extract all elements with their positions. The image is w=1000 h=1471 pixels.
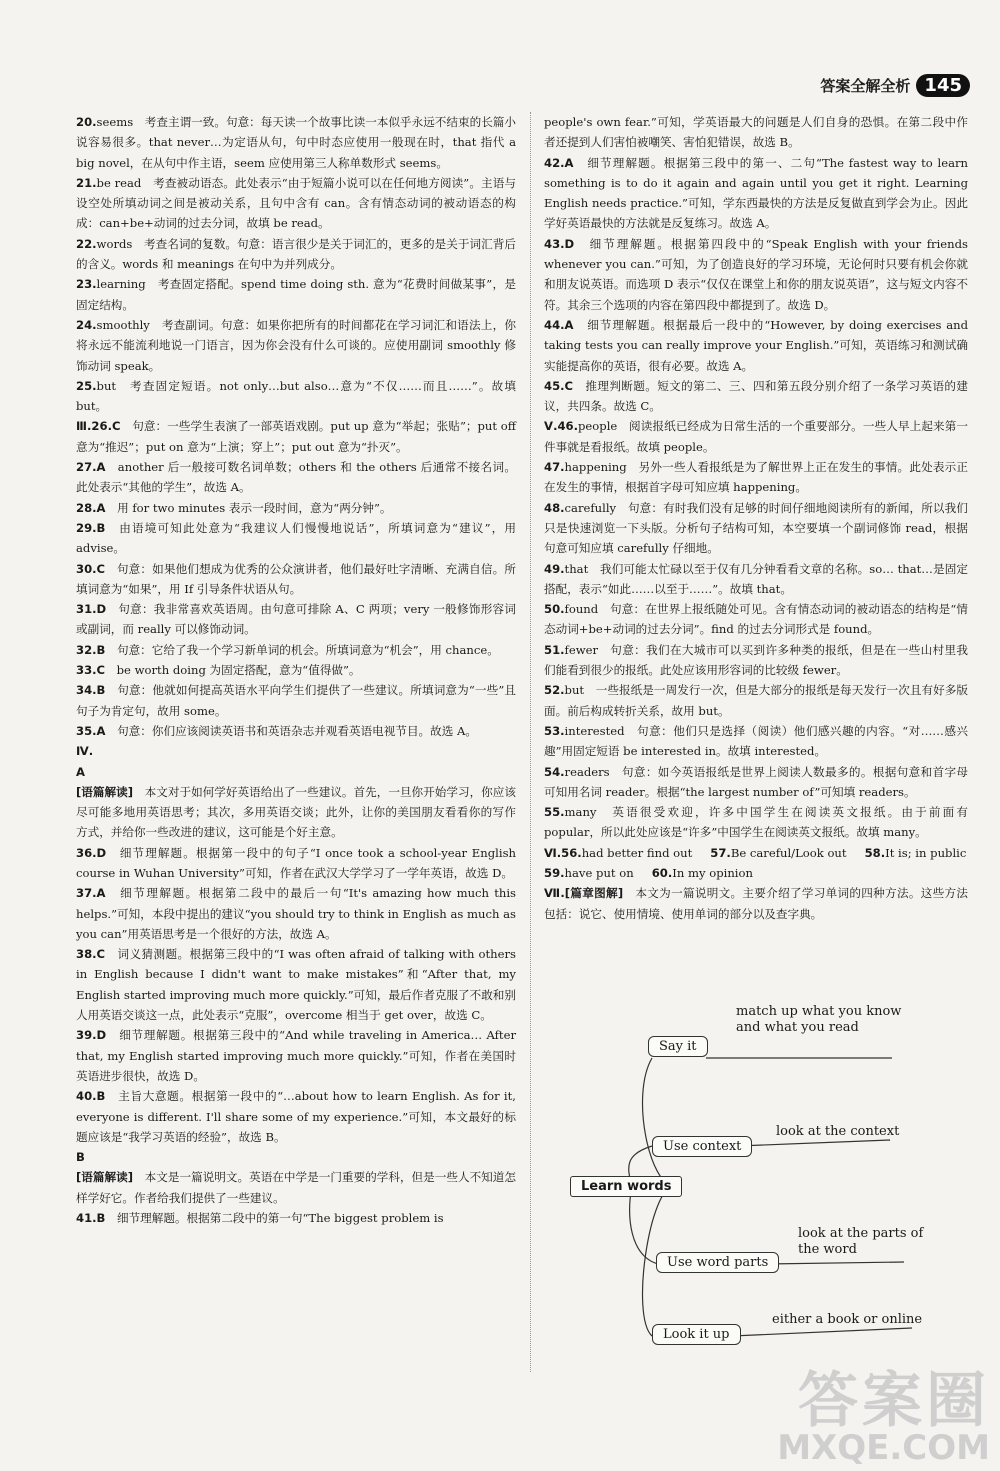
answer-item: 38.C 词义猜测题。根据第三段中的“I was often afraid of talking with others in English because I didn't want to make mistakes”和“After that, my English started improving much more quickly.”可知，最后作者克服了不敢和别人用英语交谈这一点，此处表示“克服”，overcome 相当于 get over，故选 C。 — [76, 947, 516, 1023]
answer-item: 23.learning 考查固定搭配。spend time doing sth. 意为“花费时间做某事”，是固定结构。 — [76, 277, 516, 312]
leaf-say-it: match up what you know and what you read — [736, 1004, 902, 1035]
branch-use-word-parts: Use word parts — [656, 1252, 779, 1273]
answer-item: people's own fear.”可知，学英语最大的问题是人们自身的恐惧。在第二段中作者还提到人们害怕被嘲笑、害怕犯错误，故选 B。 — [544, 115, 968, 150]
answer-item: 32.B 句意：它给了我一个学习新单词的机会。所填词意为“机会”，用 chance。 — [76, 642, 499, 657]
answer-item: 51.fewer 句意：我们在大城市可以买到许多种类的报纸，但是在一些山村里我们能看到很少的报纸。此处应该用形容词的比较级 fewer。 — [544, 642, 968, 678]
mind-map-center: Learn words — [570, 1176, 682, 1197]
branch-look-it-up: Look it up — [652, 1324, 741, 1345]
answer-item: 60.In my opinion — [651, 865, 753, 880]
answer-item: 44.A 细节理解题。根据最后一段中的“However, by doing exercises and taking tests you can really improve your English.”可知，英语练习和测试确实能提高你的英语，很有必要。故选 A。 — [544, 317, 968, 373]
branch-use-context: Use context — [652, 1136, 752, 1157]
left-column — [76, 112, 516, 1228]
section-vii-intro: Ⅶ.[篇章图解] 本文为一篇说明文。主要介绍了学习单词的四种方法。这些方法包括：说它、使用情境、使用单词的部分以及查字典。 — [544, 886, 968, 921]
section-iv-label: Ⅳ. — [76, 744, 94, 759]
answer-item: 29.B 由语境可知此处意为“我建议人们慢慢地说话”，所填词意为“建议”，用 advise。 — [76, 520, 516, 556]
leaf-use-context: look at the context — [776, 1124, 900, 1139]
answer-item: 34.B 句意：他就如何提高英语水平向学生们提供了一些建议。所填词意为“一些”且句子为肯定句，故用 some。 — [76, 683, 516, 718]
mind-map — [560, 1004, 960, 1366]
page-number: 145 — [916, 74, 970, 97]
answer-item: 31.D 句意：我非常喜欢英语周。由句意可排除 A、C 两项；very 一般修饰形容词或副词，而 really 可以修饰动词。 — [76, 602, 516, 637]
answer-item: 37.A 细节理解题。根据第二段中的最后一句“It's amazing how much this helps.”可知，本段中提出的建议“you should try to think in English as much as you can”用英语思考是一个很好的方法，故选 A。 — [76, 886, 516, 941]
answer-item: 20.seems 考查主谓一致。句意：每天读一个故事比读一本似乎永远不结束的长篇小说容易很多。that never…为定语从句，句中时态应使用一般现在时，that 指代 a big novel，在从句中作主语，seem 应使用第三人称单数形式 seems。 — [76, 115, 516, 170]
answer-item: 52.but 一些报纸是一周发行一次，但是大部分的报纸是每天发行一次且有好多版面。前后构成转折关系，故用 but。 — [544, 683, 968, 718]
watermark-url: MXQE.COM — [777, 1428, 990, 1468]
answer-item: 33.C be worth doing 为固定搭配，意为“值得做”。 — [76, 663, 361, 678]
answer-item: 30.C 句意：如果他们想成为优秀的公众演讲者，他们最好吐字清晰、充满自信。所填词意为“如果”，用 If 引导条件状语从句。 — [76, 561, 516, 596]
answer-item: 55.many 英语很受欢迎，许多中国学生在阅读英文报纸。由于前面有 popular，所以此处应该是“许多”中国学生在阅读英文报纸。故填 many。 — [544, 805, 968, 840]
answer-row — [544, 863, 968, 883]
part-b-heading: B — [76, 1150, 85, 1165]
answer-item: Ⅴ.46.people 阅读报纸已经成为日常生活的一个重要部分。一些人早上起来第一件事就是看报纸。故填 people。 — [544, 419, 968, 454]
answer-item: 28.A 用 for two minutes 表示一段时间，意为“两分钟”。 — [76, 500, 392, 515]
answer-item: Ⅵ.56.had better find out — [544, 845, 693, 860]
answer-item: 35.A 句意：你们应该阅读英语书和英语杂志并观看英语电视节目。故选 A。 — [76, 723, 477, 738]
answer-item: 49.that 我们可能太忙碌以至于仅有几分钟看看文章的名称。so… that…是固定搭配，表示“如此……以至于……”。故填 that。 — [544, 561, 968, 596]
answer-item: 59.have put on — [544, 865, 634, 880]
answer-item: 40.B 主旨大意题。根据第一段中的“…about how to learn English. As for it, everyone is different. I'll share some of my experience.”可知，本文最好的标题应该是“我学习英语的经验”，故选 B。 — [76, 1089, 516, 1144]
answer-item: 50.found 句意：在世界上报纸随处可见。含有情态动词的被动语态的结构是“情态动词+be+动词的过去分词”。find 的过去分词形式是 found。 — [544, 602, 968, 637]
watermark-logo: 答案圈 — [798, 1366, 990, 1436]
leaf-look-it-up: either a book or online — [772, 1312, 923, 1327]
answer-item: 22.words 考查名词的复数。句意：语言很少是关于词汇的，更多的是关于词汇背后的含义。words 和 meanings 在句中为并列成分。 — [76, 236, 516, 272]
answer-item: 54.readers 句意：如今英语报纸是世界上阅读人数最多的。根据句意和首字母可知用名词 reader。根据“the largest number of”可知填 readers。 — [544, 764, 968, 799]
leaf-use-word-parts: look at the parts of the word — [798, 1226, 924, 1257]
branch-say-it: Say it — [648, 1036, 708, 1057]
answer-item: 39.D 细节理解题。根据第三段中的“And while traveling in America… After that, my English started improving much more quickly.”可知，作者在美国时英语进步很快，故选 D。 — [76, 1028, 516, 1083]
answer-row — [544, 843, 968, 863]
watermark — [777, 1366, 990, 1468]
page-header — [820, 74, 970, 97]
answer-item: 43.D 细节理解题。根据第四段中的“Speak English with your friends whenever you can.”可知，为了创造良好的学习环境，无论何时只要有机会你就和朋友说英语。而选项 D 表示“仅仅在课堂上和你的朋友说英语”，这与短文内容不符。其余三个选项的内容在第四段中都提到了。故选 D。 — [544, 236, 968, 312]
answer-item: 45.C 推理判断题。短文的第二、三、四和第五段分别介绍了一条学习英语的建议，共四条。故选 C。 — [544, 378, 968, 414]
answer-item: Ⅲ.26.C 句意：一些学生表演了一部英语戏剧。put up 意为“举起；张贴”；put off 意为“推迟”；put on 意为“上演；穿上”；put out 意为“扑灭”。 — [76, 419, 516, 454]
answer-item: 57.Be careful/Look out — [710, 845, 847, 860]
answer-item: 25.but 考查固定短语。not only…but also…意为“不仅……而且……”。故填 but。 — [76, 378, 516, 414]
answer-item: 36.D 细节理解题。根据第一段中的句子“I once took a school-year English course in Wuhan University”可知，作者在武汉大学学习了一学年英语，故选 D。 — [76, 845, 516, 880]
answer-item: 47.happening 另外一些人看报纸是为了解世界上正在发生的事情。此处表示正在发生的事情，根据首字母可知应填 happening。 — [544, 460, 968, 495]
answer-item: 53.interested 句意：他们只是选择（阅读）他们感兴趣的内容。“对……感兴趣”用固定短语 be interested in。故填 interested。 — [544, 723, 968, 759]
column-divider — [530, 112, 531, 1372]
answer-item: [语篇解读] 本文是一篇说明文。英语在中学是一门重要的学科，但是一些人不知道怎样学好它。作者给我们提供了一些建议。 — [76, 1170, 516, 1205]
answer-item: 58.It is; in public — [864, 845, 967, 860]
answer-item: 21.be read 考查被动语态。此处表示“由于短篇小说可以在任何地方阅读”。主语与设空处所填动词之间是被动关系，且句中含有 can。含有情态动词的被动语态的构成：can+be+动词的过去分词，故填 be read。 — [76, 175, 516, 231]
part-a-heading: A — [76, 764, 85, 779]
answer-item: [语篇解读] 本文对于如何学好英语给出了一些建议。首先，一旦你开始学习，你应该尽可能多地用英语思考；其次，多用英语交谈；此外，让你的美国朋友看看你的写作方式，并给你一些改进的建议，这可能是个好主意。 — [76, 784, 516, 840]
answer-item: 27.A another 后一般接可数名词单数；others 和 the others 后通常不接名词。此处表示“其他的学生”，故选 A。 — [76, 460, 516, 495]
answer-item: 41.B 细节理解题。根据第二段中的第一句“The biggest problem is — [76, 1211, 444, 1226]
right-column — [544, 112, 968, 924]
answer-item: 42.A 细节理解题。根据第三段中的第一、二句“The fastest way to learn something is to do it again and again until you get it right. Learning English needs practice.”可知，学东西最快的方法是反复做直到学会为止。因此学好英语最快的方法就是反复练习。故选 A。 — [544, 155, 968, 231]
header-title: 答案全解全析 — [820, 77, 911, 95]
answer-item: 48.carefully 句意：有时我们没有足够的时间仔细地阅读所有的新闻，所以我们只是快速浏览一下头版。分析句子结构可知，本空要填一个副词修饰 read，根据句意可知应填 carefully 仔细地。 — [544, 500, 968, 556]
answer-item: 24.smoothly 考查副词。句意：如果你把所有的时间都花在学习词汇和语法上，你将永远不能流利地说一门语言，因为你会没有什么可谈的。应使用副词 smoothly 修饰动词 speak。 — [76, 317, 516, 373]
